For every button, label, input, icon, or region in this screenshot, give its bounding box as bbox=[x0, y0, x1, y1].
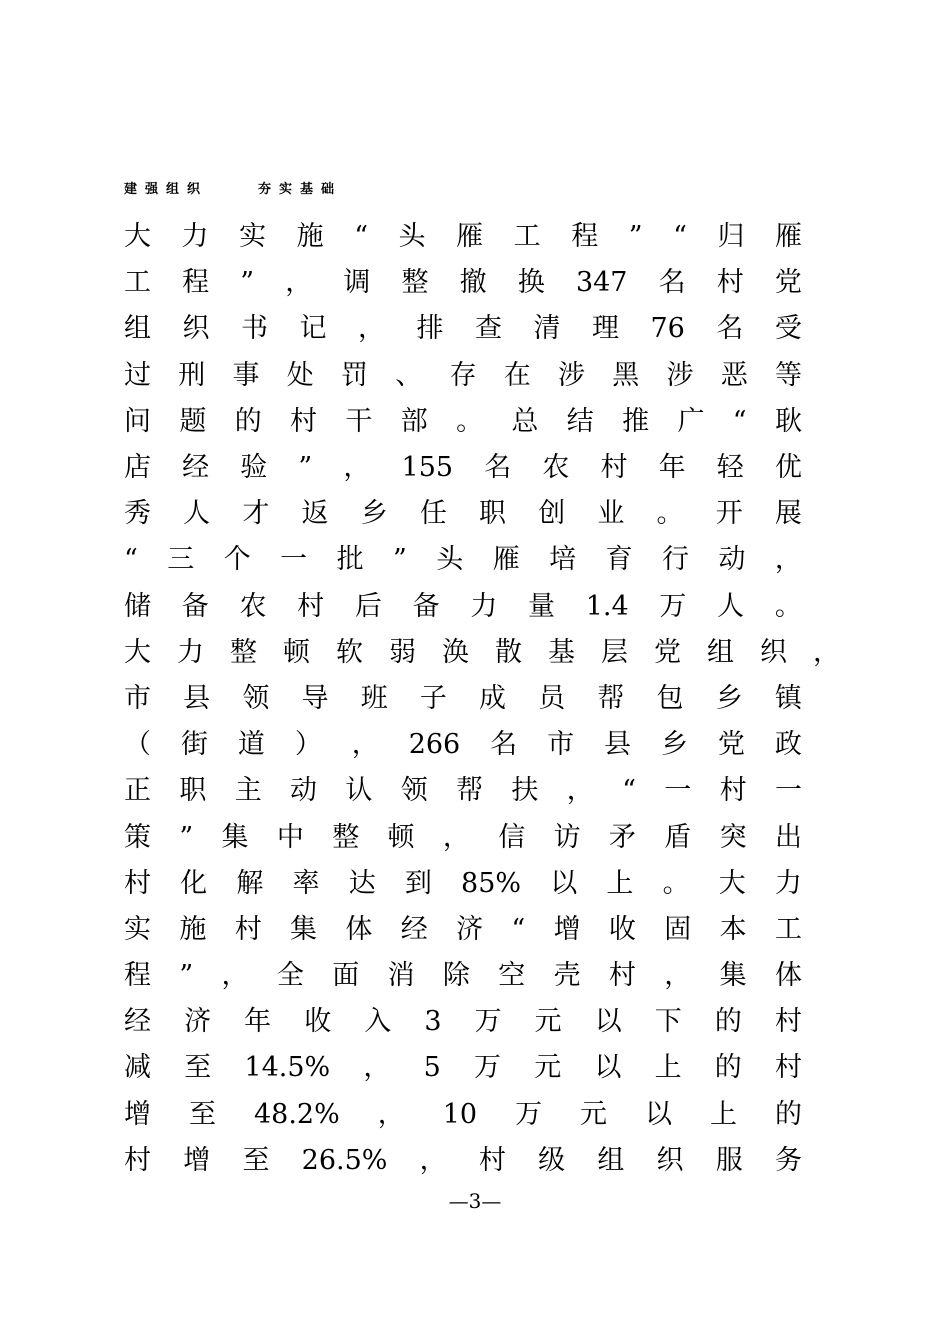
text-glyph: 10 bbox=[442, 1098, 478, 1130]
text-glyph: 增 bbox=[183, 1144, 211, 1176]
text-glyph: “ bbox=[673, 221, 687, 253]
text-glyph: 认 bbox=[345, 775, 373, 807]
text-glyph: 备 bbox=[412, 590, 440, 622]
text-glyph: 问 bbox=[124, 405, 151, 437]
text-glyph: ， bbox=[363, 1052, 391, 1084]
text-glyph: 实 bbox=[239, 221, 267, 253]
text-glyph: 大 bbox=[124, 636, 151, 668]
text-glyph: 村 bbox=[719, 775, 747, 807]
text-glyph: 收 bbox=[608, 913, 636, 945]
text-glyph: 耿 bbox=[774, 405, 802, 437]
text-glyph: 3 bbox=[424, 1006, 442, 1038]
text-glyph: 才 bbox=[242, 498, 270, 530]
text-glyph: 万 bbox=[515, 1098, 543, 1130]
text-glyph: 轻 bbox=[716, 452, 744, 484]
text-glyph: 事 bbox=[232, 359, 260, 391]
text-glyph: 5 bbox=[423, 1052, 441, 1084]
text-glyph: ” bbox=[240, 267, 255, 299]
text-glyph: 清 bbox=[533, 313, 561, 345]
text-glyph: 下 bbox=[654, 1006, 682, 1038]
text-glyph: 雁 bbox=[775, 221, 802, 253]
text-glyph: 名 bbox=[490, 729, 518, 761]
text-glyph: 体 bbox=[345, 913, 373, 945]
text-glyph: 济 bbox=[456, 913, 484, 945]
text-glyph: 力 bbox=[470, 590, 498, 622]
text-glyph: ， bbox=[377, 1098, 405, 1130]
text-glyph: 过 bbox=[124, 359, 151, 391]
text-glyph: “ bbox=[732, 405, 747, 437]
text-glyph: 村 bbox=[600, 452, 628, 484]
header-right-title: 夯实基础 bbox=[258, 182, 343, 197]
text-glyph: 策 bbox=[124, 821, 151, 853]
text-glyph: 实 bbox=[124, 913, 151, 945]
text-glyph: 组 bbox=[597, 1144, 625, 1176]
text-glyph: 的 bbox=[714, 1006, 742, 1038]
text-glyph: 率 bbox=[292, 867, 320, 899]
text-glyph: 店 bbox=[124, 452, 151, 484]
text-glyph: 的 bbox=[234, 405, 262, 437]
text-glyph: 。 bbox=[774, 590, 802, 622]
text-glyph: 。 bbox=[662, 867, 690, 899]
text-glyph: 服 bbox=[715, 1144, 743, 1176]
text-glyph: 一 bbox=[774, 775, 802, 807]
text-glyph: 力 bbox=[181, 221, 209, 253]
text-glyph: 级 bbox=[538, 1144, 566, 1176]
text-glyph: 至 bbox=[188, 1098, 216, 1130]
text-glyph: 村 bbox=[297, 590, 325, 622]
text-glyph: 干 bbox=[345, 405, 373, 437]
text-glyph: 人 bbox=[717, 590, 745, 622]
text-glyph: 帮 bbox=[456, 775, 484, 807]
text-glyph: 等 bbox=[775, 359, 802, 391]
text-glyph: 。 bbox=[456, 405, 484, 437]
text-glyph: 万 bbox=[659, 590, 687, 622]
text-glyph: 盾 bbox=[664, 821, 692, 853]
text-glyph: 扶 bbox=[511, 775, 539, 807]
text-glyph: 任 bbox=[419, 498, 447, 530]
text-glyph: 经 bbox=[182, 452, 210, 484]
text-glyph: 子 bbox=[419, 682, 447, 714]
text-glyph: 减 bbox=[124, 1052, 151, 1084]
text-glyph: ， bbox=[358, 313, 385, 345]
text-glyph: 14.5% bbox=[244, 1052, 331, 1084]
text-glyph: 顿 bbox=[387, 821, 415, 853]
header-left-title: 建强组织 bbox=[124, 182, 209, 197]
text-line bbox=[124, 953, 802, 999]
text-glyph: 一 bbox=[664, 775, 692, 807]
text-glyph: 推 bbox=[622, 405, 650, 437]
text-glyph: 导 bbox=[301, 682, 329, 714]
text-glyph: 头 bbox=[398, 221, 426, 253]
text-glyph: 元 bbox=[534, 1006, 562, 1038]
text-glyph: 涉 bbox=[558, 359, 585, 391]
text-glyph: 上 bbox=[606, 867, 634, 899]
text-glyph: 领 bbox=[400, 775, 428, 807]
text-glyph: 行 bbox=[662, 544, 689, 576]
text-glyph: 济 bbox=[184, 1006, 212, 1038]
text-glyph: 个 bbox=[223, 544, 251, 576]
text-glyph: 村 bbox=[716, 267, 744, 299]
text-line bbox=[124, 491, 802, 537]
text-glyph: ” bbox=[298, 452, 313, 484]
text-glyph: 总 bbox=[511, 405, 539, 437]
text-line bbox=[124, 861, 802, 907]
text-line bbox=[124, 1045, 802, 1091]
text-glyph: 工 bbox=[124, 267, 151, 299]
text-glyph: 雁 bbox=[492, 544, 520, 576]
text-glyph: 经 bbox=[400, 913, 428, 945]
text-glyph: 的 bbox=[714, 1052, 742, 1084]
text-glyph: 施 bbox=[296, 221, 324, 253]
text-glyph: ” bbox=[179, 821, 194, 853]
text-glyph: 正 bbox=[124, 775, 151, 807]
text-glyph: 大 bbox=[124, 221, 151, 253]
text-glyph: 155 bbox=[401, 452, 454, 484]
text-glyph: 农 bbox=[239, 590, 267, 622]
text-glyph: 换 bbox=[517, 267, 545, 299]
text-glyph: 创 bbox=[538, 498, 566, 530]
text-glyph: 动 bbox=[290, 775, 318, 807]
text-glyph: 年 bbox=[244, 1006, 272, 1038]
running-header bbox=[124, 180, 342, 200]
body-paragraph bbox=[124, 214, 844, 1184]
text-glyph: 48.2% bbox=[253, 1098, 340, 1130]
text-line bbox=[124, 999, 802, 1045]
text-glyph: 涉 bbox=[666, 359, 694, 391]
text-glyph: 弱 bbox=[389, 636, 416, 668]
text-glyph: 力 bbox=[774, 867, 802, 899]
text-glyph: 受 bbox=[774, 313, 802, 345]
text-glyph: 1.4 bbox=[585, 590, 629, 622]
text-glyph: 领 bbox=[242, 682, 270, 714]
text-glyph: 查 bbox=[475, 313, 502, 345]
text-glyph: 职 bbox=[179, 775, 207, 807]
text-glyph: 市 bbox=[124, 682, 151, 714]
text-glyph: 增 bbox=[124, 1098, 151, 1130]
text-glyph: 农 bbox=[542, 452, 570, 484]
text-glyph: 班 bbox=[360, 682, 388, 714]
text-glyph: 名 bbox=[716, 313, 744, 345]
text-glyph: 后 bbox=[354, 590, 382, 622]
text-glyph: 面 bbox=[332, 960, 360, 992]
text-glyph: 至 bbox=[242, 1144, 270, 1176]
text-glyph: ） bbox=[294, 729, 322, 761]
text-glyph: 验 bbox=[240, 452, 268, 484]
text-glyph: 以 bbox=[550, 867, 578, 899]
text-glyph: 以 bbox=[594, 1006, 622, 1038]
text-glyph: 工 bbox=[774, 913, 802, 945]
text-glyph: 书 bbox=[241, 313, 268, 345]
text-glyph: 党 bbox=[774, 267, 802, 299]
text-line bbox=[124, 814, 802, 860]
text-glyph: 上 bbox=[710, 1098, 738, 1130]
text-glyph: 头 bbox=[436, 544, 464, 576]
text-glyph: 村 bbox=[124, 867, 151, 899]
text-line bbox=[124, 584, 802, 630]
text-glyph: 散 bbox=[495, 636, 522, 668]
text-glyph: ， bbox=[664, 960, 692, 992]
text-glyph: 元 bbox=[534, 1052, 562, 1084]
text-glyph: 收 bbox=[304, 1006, 332, 1038]
text-glyph: 道 bbox=[237, 729, 265, 761]
text-glyph: 一 bbox=[280, 544, 308, 576]
text-glyph: 恶 bbox=[720, 359, 748, 391]
text-glyph: 乡 bbox=[660, 729, 688, 761]
text-glyph: 三 bbox=[167, 544, 195, 576]
text-glyph: 26.5% bbox=[301, 1144, 388, 1176]
text-glyph: 软 bbox=[336, 636, 363, 668]
text-glyph: 处 bbox=[286, 359, 314, 391]
text-glyph: ， bbox=[351, 729, 379, 761]
text-glyph: 村 bbox=[478, 1144, 506, 1176]
text-glyph: 织 bbox=[182, 313, 210, 345]
text-glyph: 织 bbox=[760, 636, 787, 668]
text-glyph: 矛 bbox=[608, 821, 636, 853]
text-glyph: ” bbox=[393, 544, 407, 576]
text-glyph: 固 bbox=[664, 913, 692, 945]
text-glyph: 成 bbox=[479, 682, 507, 714]
text-glyph: 消 bbox=[387, 960, 415, 992]
text-glyph: 雁 bbox=[456, 221, 484, 253]
text-glyph: 存 bbox=[449, 359, 477, 391]
text-glyph: 信 bbox=[498, 821, 526, 853]
page-number: —3— bbox=[448, 1189, 502, 1213]
text-glyph: 储 bbox=[124, 590, 151, 622]
text-glyph: 除 bbox=[442, 960, 470, 992]
text-line bbox=[124, 306, 802, 352]
text-glyph: 体 bbox=[774, 960, 802, 992]
text-glyph: 名 bbox=[484, 452, 512, 484]
text-glyph: 出 bbox=[774, 821, 802, 853]
text-glyph: ， bbox=[442, 821, 470, 853]
text-glyph: “ bbox=[354, 221, 368, 253]
text-line bbox=[124, 445, 802, 491]
text-glyph: 集 bbox=[221, 821, 249, 853]
text-glyph: ， bbox=[566, 775, 594, 807]
text-glyph: 基 bbox=[548, 636, 575, 668]
text-glyph: 县 bbox=[183, 682, 211, 714]
text-glyph: 归 bbox=[717, 221, 745, 253]
text-glyph: 包 bbox=[656, 682, 684, 714]
text-glyph: 务 bbox=[774, 1144, 802, 1176]
text-glyph: 元 bbox=[580, 1098, 608, 1130]
text-glyph: ， bbox=[285, 267, 313, 299]
text-glyph: 党 bbox=[654, 636, 681, 668]
text-glyph: “ bbox=[124, 544, 138, 576]
text-glyph: 培 bbox=[549, 544, 577, 576]
text-glyph: 组 bbox=[124, 313, 151, 345]
text-glyph: 记 bbox=[299, 313, 327, 345]
text-glyph: 镇 bbox=[774, 682, 802, 714]
text-glyph: 街 bbox=[180, 729, 208, 761]
text-glyph: 集 bbox=[290, 913, 318, 945]
text-glyph: 空 bbox=[498, 960, 526, 992]
text-glyph: 万 bbox=[474, 1006, 502, 1038]
text-glyph: 育 bbox=[605, 544, 633, 576]
text-glyph: 施 bbox=[179, 913, 207, 945]
text-glyph: 优 bbox=[774, 452, 802, 484]
text-glyph: 整 bbox=[230, 636, 257, 668]
text-glyph: 至 bbox=[184, 1052, 212, 1084]
text-glyph: 党 bbox=[717, 729, 745, 761]
text-glyph: 刑 bbox=[178, 359, 206, 391]
text-glyph: “ bbox=[511, 913, 526, 945]
text-glyph: 返 bbox=[301, 498, 329, 530]
text-line bbox=[124, 260, 802, 306]
text-glyph: 增 bbox=[553, 913, 581, 945]
text-glyph: 347 bbox=[575, 267, 628, 299]
text-glyph: 理 bbox=[592, 313, 619, 345]
text-glyph: 中 bbox=[276, 821, 304, 853]
text-glyph: 程 bbox=[571, 221, 599, 253]
text-glyph: 到 bbox=[404, 867, 432, 899]
text-glyph: 员 bbox=[538, 682, 566, 714]
text-glyph: 动 bbox=[718, 544, 746, 576]
text-glyph: 撤 bbox=[459, 267, 487, 299]
text-glyph: 访 bbox=[553, 821, 581, 853]
text-glyph: 调 bbox=[343, 267, 371, 299]
text-line bbox=[124, 214, 802, 260]
text-glyph: 涣 bbox=[442, 636, 469, 668]
text-glyph: 大 bbox=[718, 867, 746, 899]
text-line bbox=[124, 907, 802, 953]
text-glyph: ， bbox=[221, 960, 249, 992]
text-glyph: 万 bbox=[473, 1052, 501, 1084]
text-glyph: 结 bbox=[566, 405, 594, 437]
text-glyph: 组 bbox=[707, 636, 734, 668]
text-glyph: 整 bbox=[401, 267, 429, 299]
text-glyph: 76 bbox=[650, 313, 685, 345]
text-glyph: ， bbox=[774, 544, 802, 576]
text-glyph: 工 bbox=[513, 221, 541, 253]
text-glyph: 备 bbox=[181, 590, 209, 622]
text-glyph: 主 bbox=[234, 775, 262, 807]
text-line bbox=[124, 768, 802, 814]
text-glyph: 职 bbox=[479, 498, 507, 530]
text-glyph: 量 bbox=[528, 590, 556, 622]
text-glyph: 、 bbox=[395, 359, 423, 391]
text-glyph: 集 bbox=[719, 960, 747, 992]
text-glyph: 85% bbox=[461, 867, 522, 899]
text-glyph: 广 bbox=[677, 405, 705, 437]
text-line bbox=[124, 353, 802, 399]
text-glyph: 程 bbox=[182, 267, 210, 299]
text-line bbox=[124, 676, 802, 722]
text-glyph: 经 bbox=[124, 1006, 151, 1038]
text-glyph: 解 bbox=[236, 867, 264, 899]
text-line bbox=[124, 630, 840, 676]
text-glyph: 在 bbox=[503, 359, 531, 391]
text-glyph: 壳 bbox=[553, 960, 581, 992]
text-glyph: 力 bbox=[177, 636, 204, 668]
text-glyph: 的 bbox=[775, 1098, 802, 1130]
text-glyph: ， bbox=[343, 452, 371, 484]
text-line bbox=[124, 1138, 802, 1184]
text-glyph: 顿 bbox=[283, 636, 310, 668]
text-glyph: 本 bbox=[719, 913, 747, 945]
text-glyph: 织 bbox=[656, 1144, 684, 1176]
text-line bbox=[124, 1092, 802, 1138]
text-glyph: 展 bbox=[774, 498, 802, 530]
text-glyph: 批 bbox=[336, 544, 364, 576]
text-glyph: 入 bbox=[364, 1006, 392, 1038]
text-glyph: 程 bbox=[124, 960, 151, 992]
text-glyph: 乡 bbox=[360, 498, 388, 530]
text-glyph: 突 bbox=[719, 821, 747, 853]
text-glyph: 罚 bbox=[341, 359, 368, 391]
text-glyph: 达 bbox=[348, 867, 376, 899]
text-glyph: （ bbox=[124, 729, 151, 761]
text-glyph: 政 bbox=[774, 729, 802, 761]
text-glyph: 266 bbox=[408, 729, 461, 761]
text-glyph: 名 bbox=[658, 267, 686, 299]
text-glyph: 整 bbox=[332, 821, 360, 853]
text-glyph: 帮 bbox=[597, 682, 625, 714]
text-glyph: 题 bbox=[179, 405, 207, 437]
text-glyph: 以 bbox=[594, 1052, 622, 1084]
text-glyph: 市 bbox=[547, 729, 575, 761]
text-glyph: 黑 bbox=[612, 359, 640, 391]
text-glyph: 。 bbox=[656, 498, 684, 530]
text-glyph: 全 bbox=[276, 960, 304, 992]
text-glyph: ” bbox=[628, 221, 643, 253]
text-glyph: 村 bbox=[775, 1052, 802, 1084]
text-glyph: ” bbox=[179, 960, 194, 992]
text-glyph: 村 bbox=[124, 1144, 151, 1176]
text-glyph: 村 bbox=[234, 913, 262, 945]
text-glyph: ， bbox=[813, 636, 840, 668]
text-line bbox=[124, 722, 802, 768]
text-glyph: “ bbox=[622, 775, 636, 807]
text-glyph: ， bbox=[419, 1144, 447, 1176]
text-glyph: 人 bbox=[183, 498, 211, 530]
text-glyph: 年 bbox=[658, 452, 686, 484]
text-glyph: 上 bbox=[654, 1052, 682, 1084]
text-glyph: 乡 bbox=[715, 682, 743, 714]
text-glyph: 县 bbox=[604, 729, 632, 761]
text-glyph: 以 bbox=[645, 1098, 673, 1130]
text-glyph: 村 bbox=[608, 960, 636, 992]
text-line bbox=[124, 399, 802, 445]
text-glyph: 层 bbox=[601, 636, 628, 668]
text-glyph: 业 bbox=[597, 498, 625, 530]
text-glyph: 村 bbox=[774, 1006, 802, 1038]
text-glyph: 秀 bbox=[124, 498, 151, 530]
text-line bbox=[124, 537, 802, 583]
text-glyph: 部 bbox=[400, 405, 428, 437]
text-glyph: 村 bbox=[290, 405, 318, 437]
text-glyph: 开 bbox=[715, 498, 743, 530]
text-glyph: 排 bbox=[416, 313, 444, 345]
text-glyph: 化 bbox=[180, 867, 208, 899]
